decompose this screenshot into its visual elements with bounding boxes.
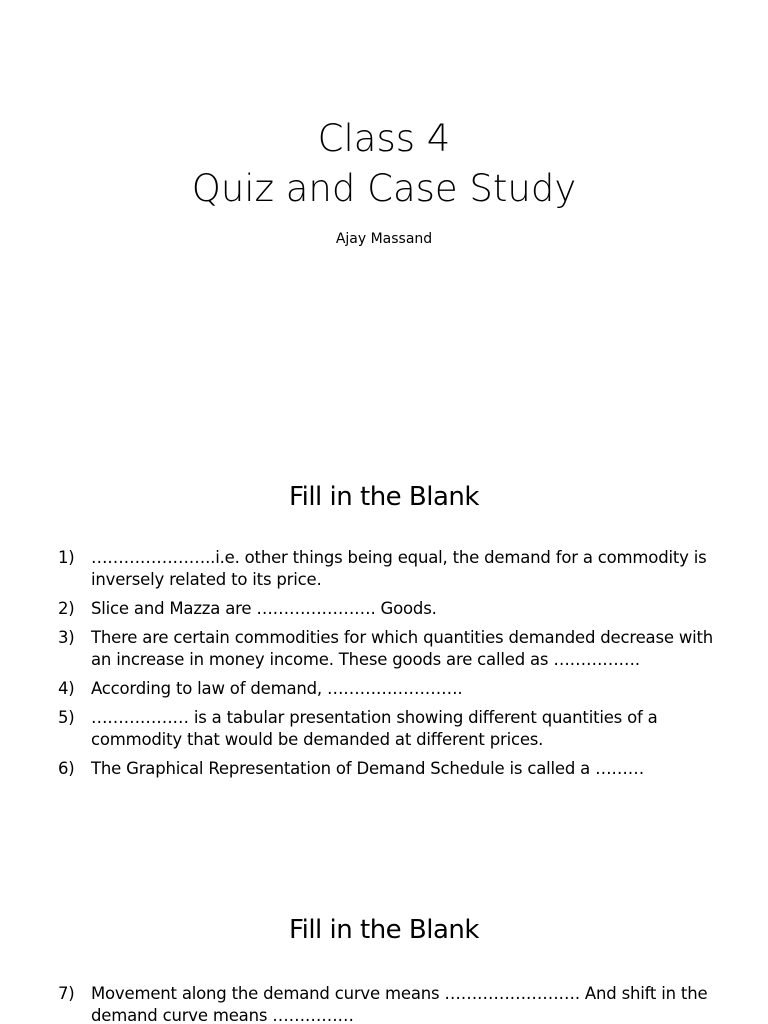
question-list bbox=[58, 547, 718, 787]
cover-title-line-2: Quiz and Case Study bbox=[191, 167, 577, 210]
question-text: According to law of demand, ……………………. bbox=[91, 679, 463, 698]
question-text: Movement along the demand curve means ……………………. And shift in the demand curve means …………… bbox=[91, 984, 708, 1024]
slide-heading: Fill in the Blank bbox=[289, 915, 479, 945]
question-text: ……………… is a tabular presentation showing different quantities of a commodity that would be demanded at different prices. bbox=[91, 708, 658, 749]
question-item bbox=[58, 547, 718, 591]
question-list bbox=[58, 983, 718, 1024]
question-number: 1) bbox=[58, 548, 75, 567]
cover-slide bbox=[0, 0, 768, 430]
question-item bbox=[58, 758, 718, 780]
slide-heading: Fill in the Blank bbox=[289, 482, 479, 512]
question-item bbox=[58, 678, 718, 700]
question-number: 5) bbox=[58, 708, 75, 727]
question-text: There are certain commodities for which quantities demanded decrease with an increase in money income. These goods are called as ……………. bbox=[91, 628, 714, 669]
question-item bbox=[58, 707, 718, 751]
question-item bbox=[58, 627, 718, 671]
question-text: The Graphical Representation of Demand Schedule is called a ……… bbox=[91, 759, 645, 778]
question-text: …………………..i.e. other things being equal, the demand for a commodity is inversely related to its price. bbox=[91, 548, 707, 589]
question-number: 7) bbox=[58, 984, 75, 1003]
question-number: 3) bbox=[58, 628, 75, 647]
question-number: 6) bbox=[58, 759, 75, 778]
question-number: 4) bbox=[58, 679, 75, 698]
question-text: Slice and Mazza are …………………. Goods. bbox=[91, 599, 437, 618]
question-number: 2) bbox=[58, 599, 75, 618]
fill-in-blank-slide-1 bbox=[0, 430, 768, 855]
fill-in-blank-slide-2 bbox=[0, 855, 768, 1024]
question-item bbox=[58, 983, 718, 1024]
cover-title-line-1: Class 4 bbox=[317, 117, 451, 160]
cover-author: Ajay Massand bbox=[335, 231, 433, 247]
question-item bbox=[58, 598, 718, 620]
